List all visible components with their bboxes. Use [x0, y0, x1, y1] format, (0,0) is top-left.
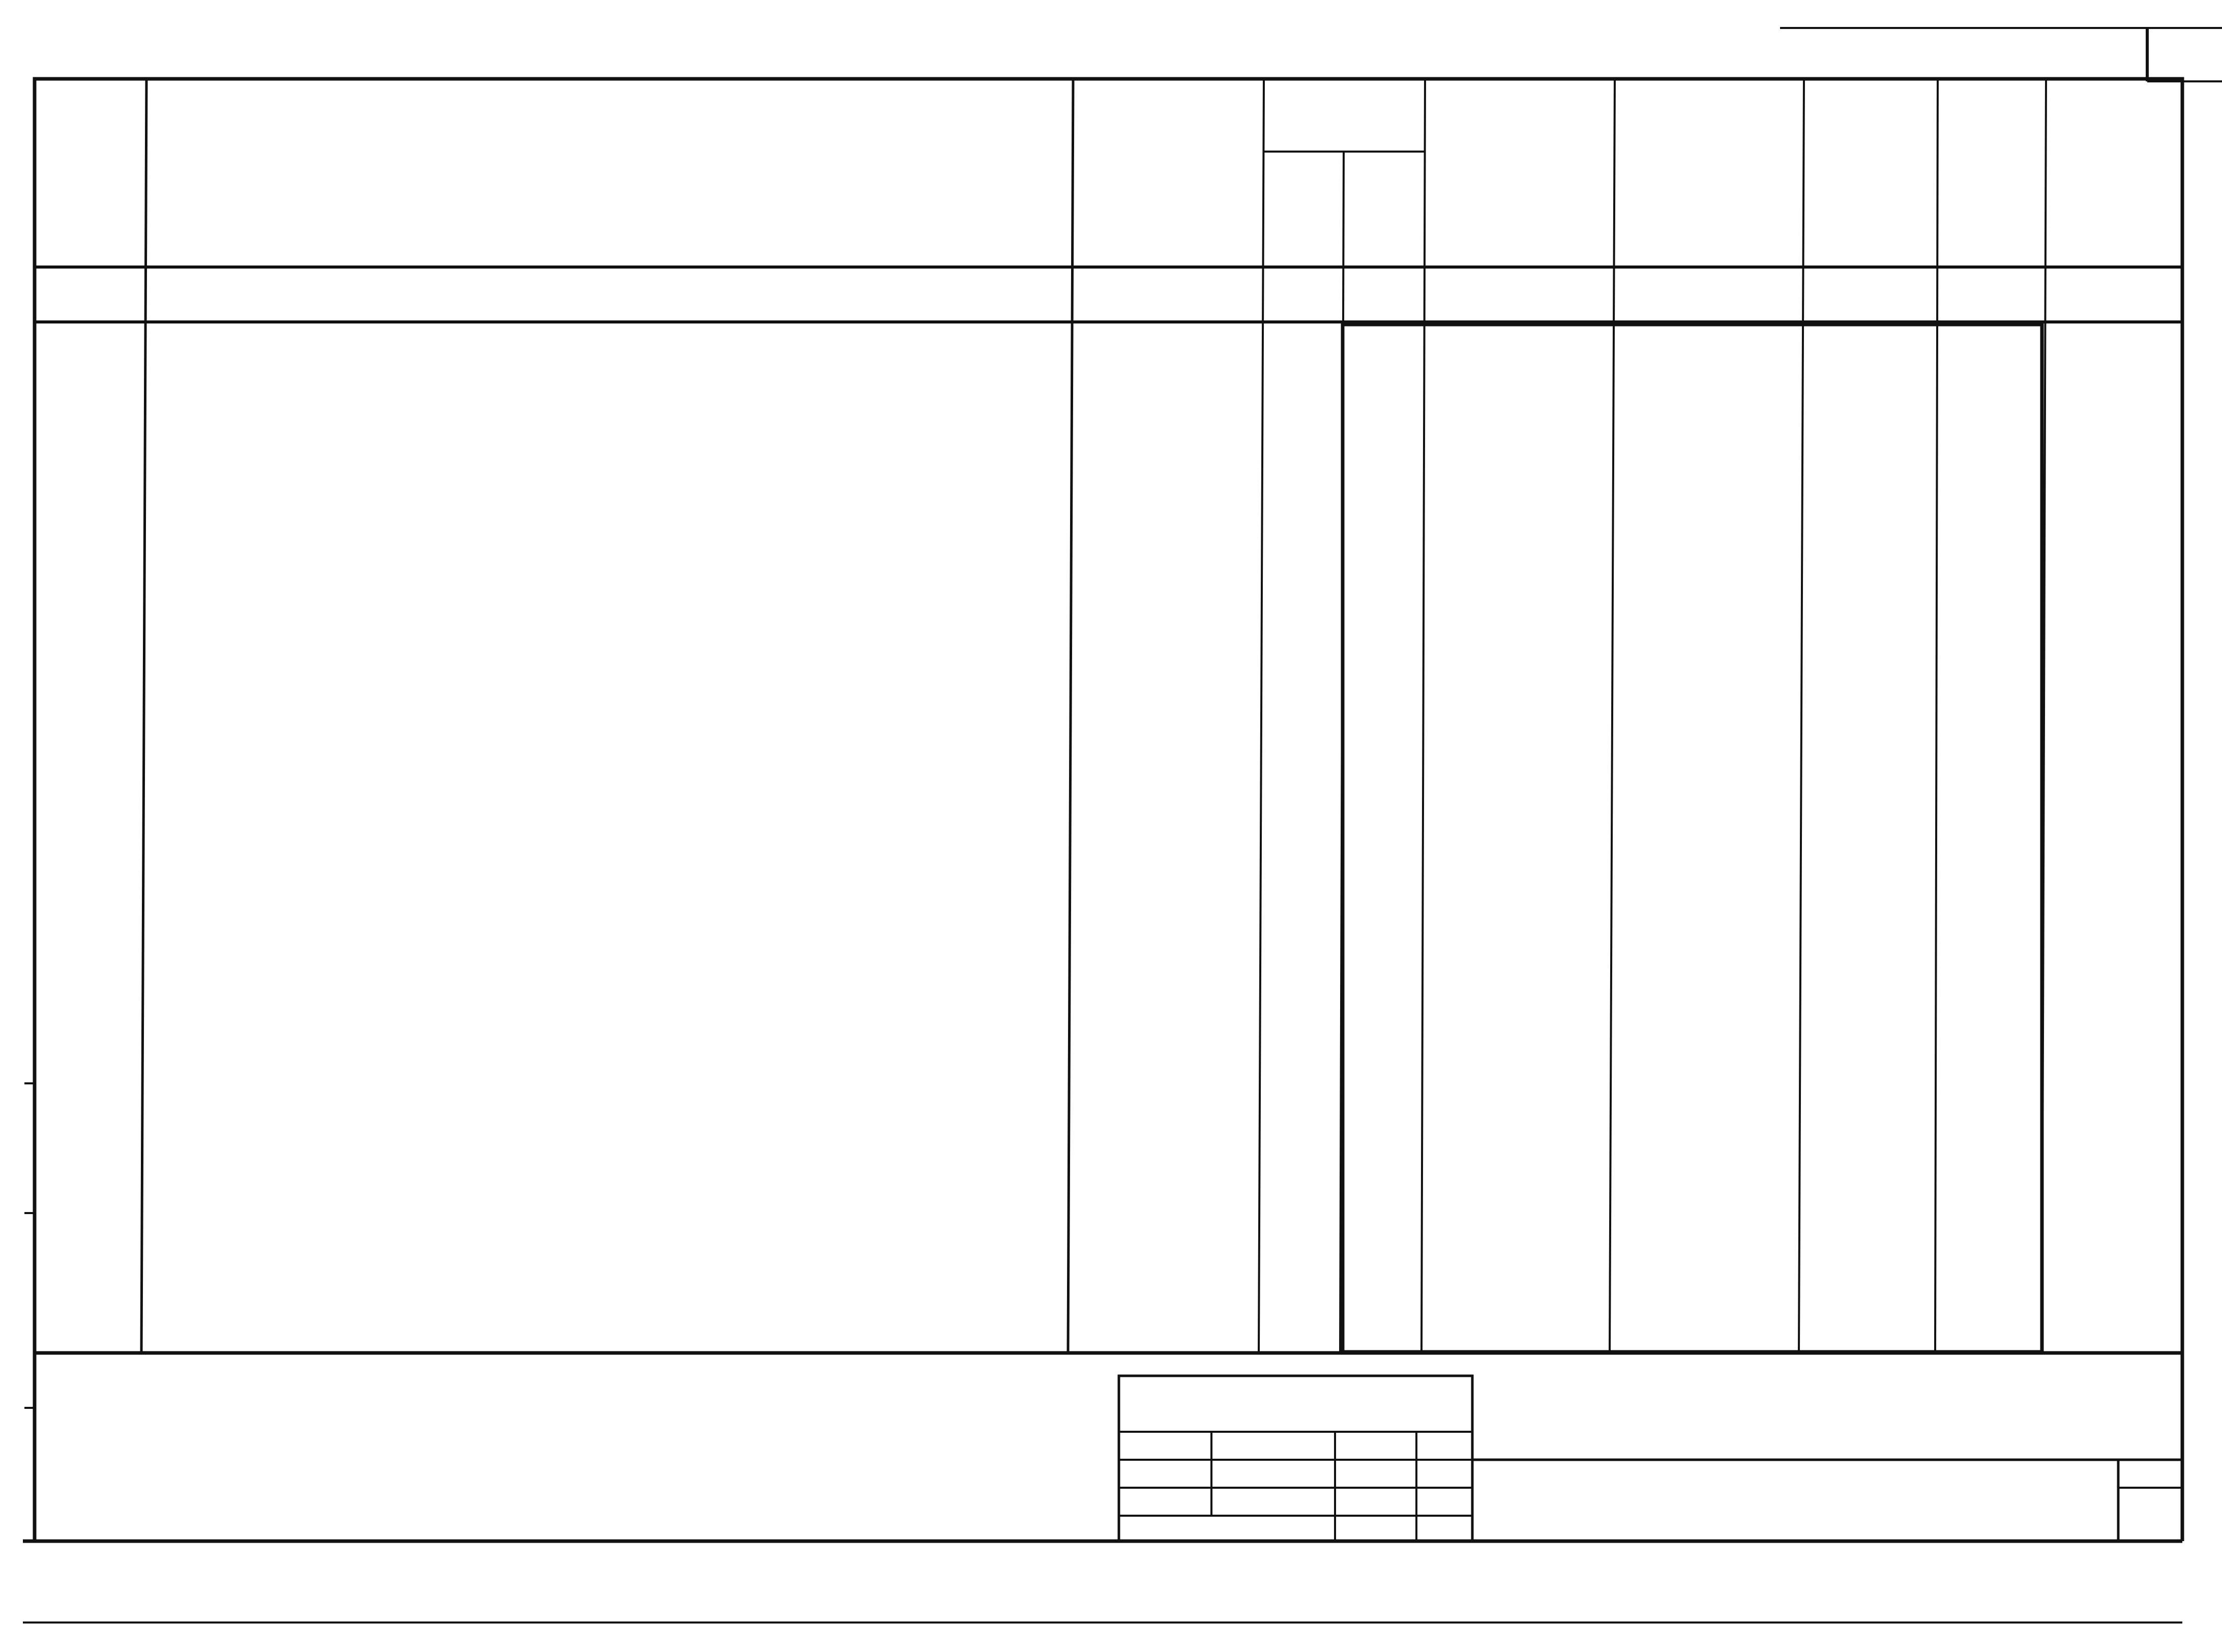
title-block — [23, 1353, 2182, 1541]
table-frame — [35, 79, 2182, 1353]
sheet-corner — [1780, 28, 2222, 81]
